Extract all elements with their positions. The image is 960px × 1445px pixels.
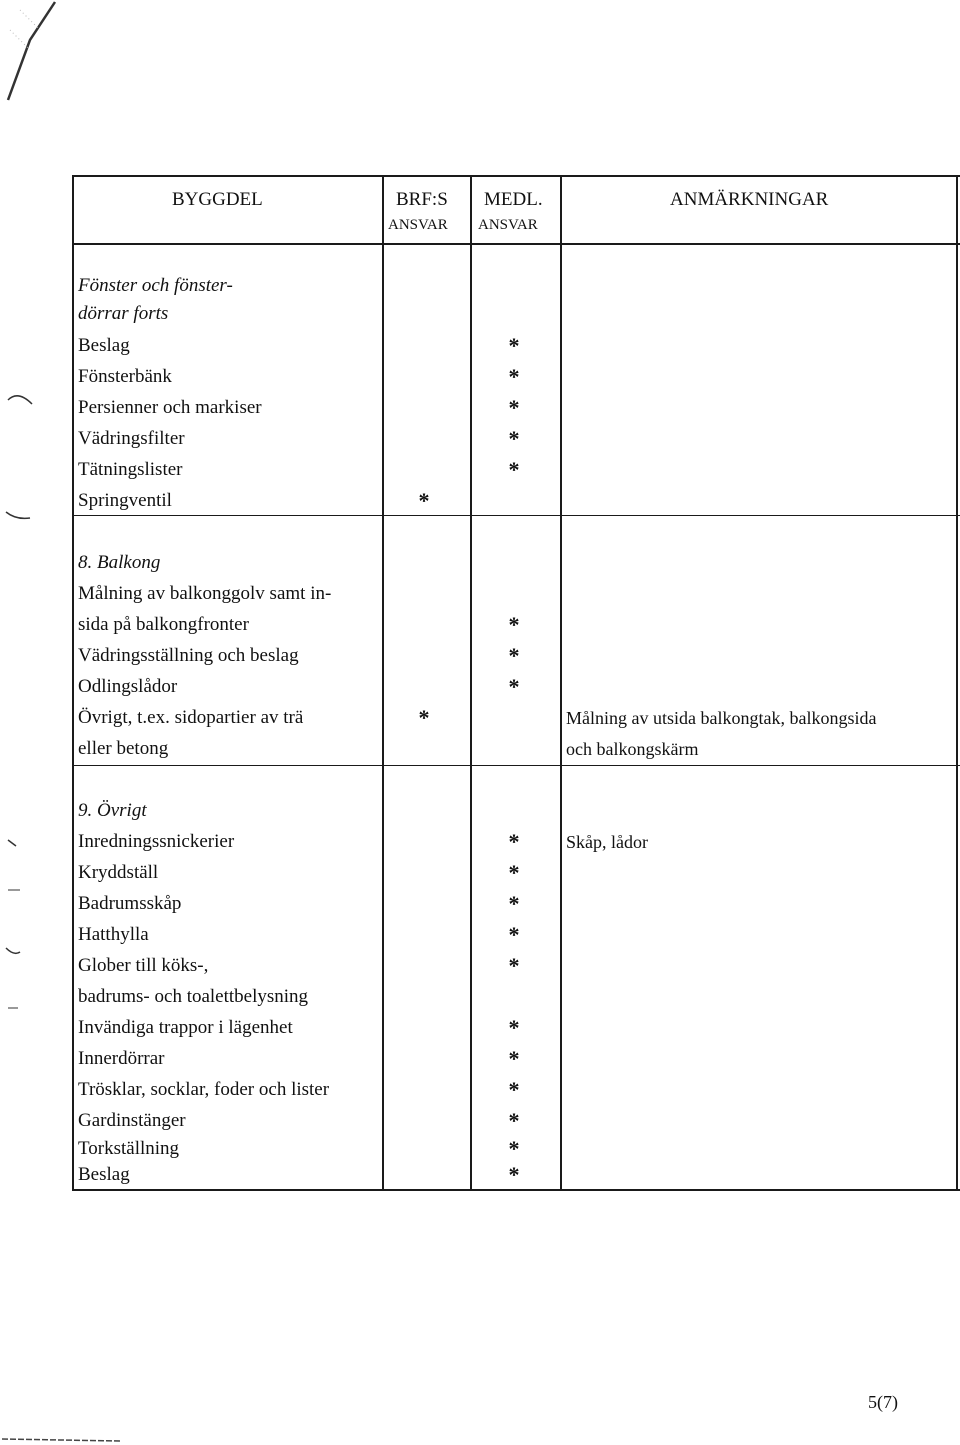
- row-label: eller betong: [78, 738, 169, 759]
- header-brf-ansvar: ANSVAR: [388, 217, 448, 233]
- medl-marker: *: [508, 1077, 520, 1102]
- row-label: Badrumsskåp: [78, 893, 182, 914]
- medl-marker: *: [508, 1046, 520, 1071]
- row-label: Inredningssnickerier: [78, 831, 235, 852]
- row-label: dörrar forts: [78, 303, 169, 324]
- medl-marker: *: [508, 395, 520, 420]
- header-byggdel: BYGGDEL: [172, 189, 263, 210]
- scan-artifact-corner: [0, 0, 70, 110]
- row-label: Innerdörrar: [78, 1048, 165, 1069]
- scan-artifact-footer-line: [0, 1425, 140, 1445]
- header-brf: BRF:S: [396, 189, 448, 210]
- medl-marker: *: [508, 860, 520, 885]
- column-divider-remarks: [560, 175, 562, 1191]
- row-label: Vädringsfilter: [78, 428, 185, 449]
- section-divider-2: [72, 765, 960, 766]
- header-remarks: ANMÄRKNINGAR: [670, 189, 829, 210]
- row-label: Kryddställ: [78, 862, 159, 883]
- medl-marker: *: [508, 333, 520, 358]
- medl-marker: *: [508, 674, 520, 699]
- row-label: sida på balkongfronter: [78, 614, 249, 635]
- page-number: 5(7): [868, 1392, 898, 1412]
- medl-marker: *: [508, 643, 520, 668]
- medl-marker: *: [508, 953, 520, 978]
- row-label: Torkställning: [78, 1138, 180, 1159]
- medl-marker: *: [508, 1162, 520, 1187]
- medl-marker: *: [508, 612, 520, 637]
- row-label: Beslag: [78, 1164, 130, 1185]
- scan-artifact-margin-marks: [0, 380, 40, 1030]
- medl-marker: *: [508, 922, 520, 947]
- row-remark: Skåp, lådor: [566, 832, 648, 852]
- row-label: Beslag: [78, 335, 130, 356]
- row-label: Tätningslister: [78, 459, 183, 480]
- row-label: Övrigt, t.ex. sidopartier av trä: [78, 707, 304, 728]
- row-remark: Målning av utsida balkongtak, balkongsida: [566, 708, 877, 728]
- row-label: Springventil: [78, 490, 172, 511]
- row-label: Fönster och fönster-: [78, 275, 233, 296]
- medl-marker: *: [508, 426, 520, 451]
- header-medl-ansvar: ANSVAR: [478, 217, 538, 233]
- row-remark: och balkongskärm: [566, 739, 699, 759]
- table-border-left: [72, 175, 74, 1191]
- header-divider: [72, 243, 960, 245]
- medl-marker: *: [508, 829, 520, 854]
- row-label: Gardinstänger: [78, 1110, 186, 1131]
- medl-marker: *: [508, 891, 520, 916]
- row-label: badrums- och toalettbelysning: [78, 986, 309, 1007]
- table-border-right: [956, 175, 958, 1191]
- section-heading: 8. Balkong: [78, 552, 161, 573]
- column-divider-brf: [382, 175, 384, 1191]
- responsibility-table: [72, 175, 960, 1191]
- row-label: Trösklar, socklar, foder och lister: [78, 1079, 330, 1100]
- medl-marker: *: [508, 1015, 520, 1040]
- row-label: Fönsterbänk: [78, 366, 172, 387]
- column-divider-medl: [470, 175, 472, 1191]
- row-label: Vädringsställning och beslag: [78, 645, 299, 666]
- medl-marker: *: [508, 364, 520, 389]
- row-label: Persienner och markiser: [78, 397, 262, 418]
- row-label: Odlingslådor: [78, 676, 178, 697]
- row-label: Målning av balkonggolv samt in-: [78, 583, 332, 604]
- section-heading: 9. Övrigt: [78, 800, 147, 821]
- brf-marker: *: [418, 705, 430, 730]
- table-border-top: [72, 175, 960, 177]
- row-label: Hatthylla: [78, 924, 149, 945]
- row-label: Glober till köks-,: [78, 955, 209, 976]
- medl-marker: *: [508, 1108, 520, 1133]
- medl-marker: *: [508, 1136, 520, 1161]
- section-divider-1: [72, 515, 960, 516]
- medl-marker: *: [508, 457, 520, 482]
- brf-marker: *: [418, 488, 430, 513]
- row-label: Invändiga trappor i lägenhet: [78, 1017, 293, 1038]
- header-medl: MEDL.: [484, 189, 543, 210]
